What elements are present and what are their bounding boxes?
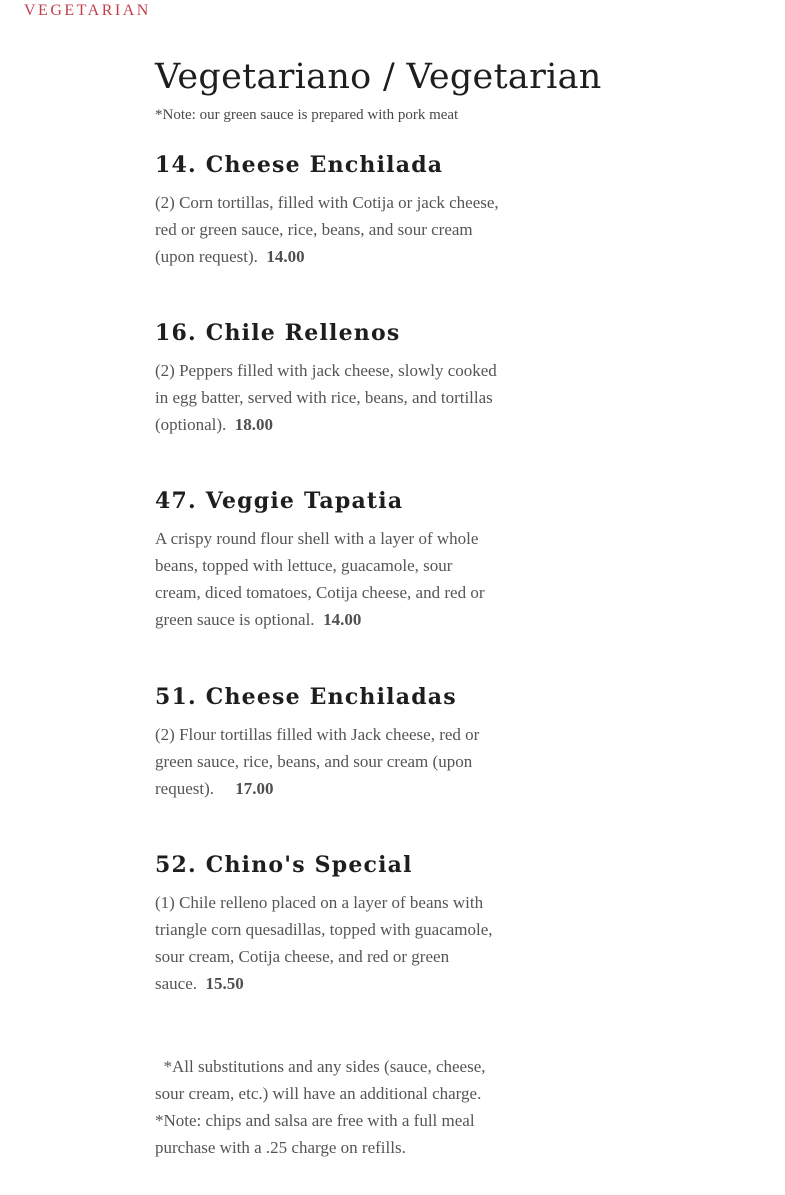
- menu-item-price: 14.00: [323, 610, 362, 629]
- menu-item-description: [155, 525, 500, 633]
- pork-sauce-note: *Note: our green sauce is prepared with pork meat: [155, 107, 459, 123]
- substitutions-footnote: [155, 1053, 495, 1161]
- menu-item-price: 17.00: [235, 779, 274, 798]
- menu-item: [155, 318, 500, 438]
- menu-item-description-text: (2) Flour tortillas filled with Jack cheese, red or green sauce, rice, beans, and sour cream (upon request).: [155, 725, 480, 798]
- menu-item-name: 47. Veggie Tapatia: [155, 488, 404, 514]
- menu-item-name: 52. Chino's Special: [155, 852, 413, 878]
- menu-item-name: 14. Cheese Enchilada: [155, 152, 444, 178]
- menu-item-description-text: (1) Chile relleno placed on a layer of beans with triangle corn quesadillas, topped with guacamole, sour cream, Cotija cheese, and red or green sauce.: [155, 893, 493, 993]
- menu-item-description-text: (2) Corn tortillas, filled with Cotija or jack cheese, red or green sauce, rice, beans, and sour cream (upon request).: [155, 193, 499, 266]
- menu-item-name: 51. Cheese Enchiladas: [155, 684, 457, 710]
- menu-item: [155, 150, 500, 270]
- menu-item-name: 16. Chile Rellenos: [155, 320, 401, 346]
- substitutions-footnote-text: *All substitutions and any sides (sauce, cheese, sour cream, etc.) will have an additional charge. *Note: chips and salsa are free with a full meal purchase with a .25 charge on refills.: [155, 1057, 486, 1157]
- menu-item-description: [155, 889, 500, 997]
- menu-item-description-text: A crispy round flour shell with a layer of whole beans, topped with lettuce, guacamole, sour cream, diced tomatoes, Cotija cheese, and red or green sauce is optional.: [155, 529, 485, 629]
- menu-item-price: 18.00: [234, 415, 274, 434]
- section-tag-vegetarian[interactable]: VEGETARIAN: [24, 2, 151, 19]
- menu-item: [155, 682, 500, 802]
- menu-item-description: [155, 357, 500, 438]
- menu-item-price: 15.50: [205, 974, 244, 993]
- menu-item-description-text: (2) Peppers filled with jack cheese, slowly cooked in egg batter, served with rice, beans, and tortillas (optional).: [155, 361, 497, 434]
- menu-item-description: [155, 189, 500, 270]
- menu-section: [155, 54, 602, 1157]
- menu-item: [155, 850, 500, 997]
- page-title: Vegetariano / Vegetarian: [155, 57, 602, 97]
- menu-item-description: [155, 721, 500, 802]
- menu-item-price: 14.00: [266, 247, 305, 266]
- menu-item: [155, 486, 500, 633]
